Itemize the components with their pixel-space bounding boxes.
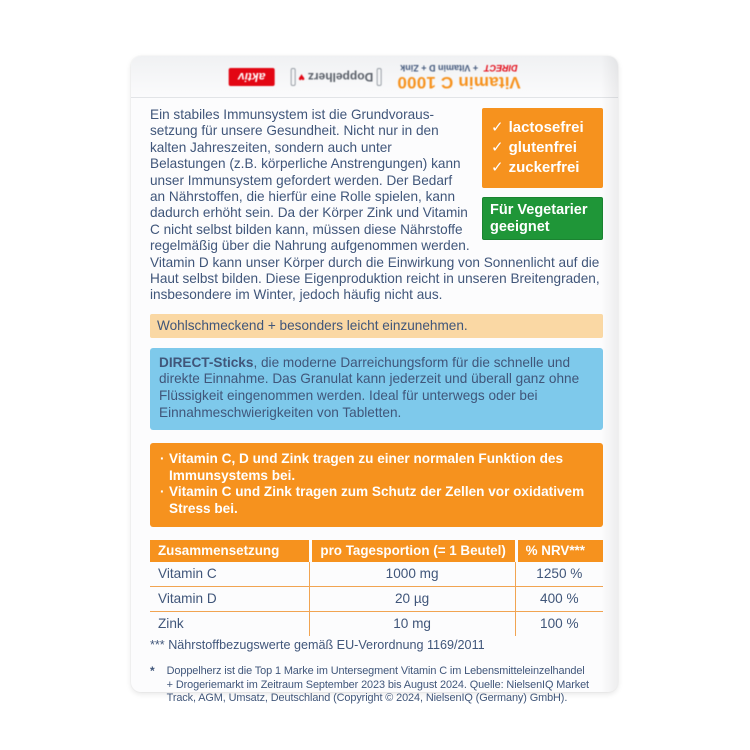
claim-item: · Vitamin C, D und Zink tragen zu einer normalen Funktion des Immunsystems bei.: [159, 451, 593, 484]
product-title-block: [397, 63, 520, 91]
badge-glutenfrei: [491, 138, 595, 158]
table-row: [150, 562, 603, 587]
table-row: [150, 612, 603, 636]
logo-bracket-left-icon: [376, 68, 381, 86]
free-from-badge: [482, 108, 603, 188]
vegetarian-badge: Für Vegetarier geeignet: [482, 197, 603, 240]
product-package-back: [131, 56, 618, 705]
table-header-row: [150, 540, 603, 562]
nutrient-amount: 20 µg: [309, 587, 515, 612]
logo-bracket-right-icon: [290, 68, 295, 86]
badge-lactosefrei: [491, 118, 595, 138]
legal-footnote: [150, 665, 603, 706]
product-name: Vitamin C 1000: [396, 72, 521, 92]
aktiv-badge: aktiv: [229, 68, 274, 86]
nutrient-nrv: 100 %: [515, 612, 603, 636]
direct-sticks-text: , die moderne Darreichungsform für die schnelle und direkte Einnahme. Das Granulat kann jederzeit und überall ganz ohne Flüssigkeit eingenommen werden. Ideal für unterwegs oder bei Einnahmeschwierigkeiten von Tabletten.: [159, 354, 580, 420]
direct-sticks-lead: DIRECT-Sticks: [159, 354, 254, 370]
product-subtitle-row: [400, 63, 517, 72]
check-icon: ✓: [491, 159, 504, 176]
footnote-marker: *: [150, 664, 155, 679]
nutrition-table: [150, 540, 603, 636]
doppelherz-logo: [290, 68, 381, 86]
back-panel-content: [131, 98, 618, 706]
nutrient-name: Zink: [158, 616, 184, 632]
footnote-text: Doppelherz ist die Top 1 Marke im Untersegment Vitamin C im Lebensmitteleinzelhandel + Drogeriemarkt im Zeitraum September 2023 bis August 2024. Quelle: NielsenIQ Market Track, AGM, Umsatz, Deutschland (Copyright © 2024, NielsenIQ (Germany) GmbH).: [166, 665, 589, 705]
nutrient-name: Vitamin C: [150, 562, 309, 587]
badge-label: glutenfrei: [508, 139, 577, 156]
badge-zuckerfrei: [491, 158, 595, 178]
nutrient-nrv: 1250 %: [515, 562, 603, 587]
health-claims-box: [150, 443, 603, 526]
table-row: [150, 587, 603, 612]
claim-item: · Vitamin C und Zink tragen zum Schutz der Zellen vor oxidativem Stress bei.: [159, 484, 593, 517]
brand-name: Doppelherz: [307, 69, 373, 84]
nutrient-nrv: 400 %: [515, 587, 603, 612]
taste-highlight-strip: Wohlschmeckend + besonders leicht einzunehmen.: [150, 314, 603, 338]
heart-icon: ♥: [298, 71, 305, 83]
plus-vitamins-label: + Vitamin D + Zink: [399, 62, 478, 73]
badge-column: [482, 108, 603, 240]
badge-label: zuckerfrei: [508, 159, 580, 176]
header-nrv: % NRV***: [515, 540, 603, 562]
nutrient-amount: 10 mg: [309, 612, 515, 636]
table-footnote: *** Nährstoffbezugswerte gemäß EU-Verordnung 1169/2011: [150, 638, 485, 653]
direct-label: DIRECT: [483, 62, 518, 73]
flipped-brand-group: [229, 63, 521, 91]
check-icon: ✓: [491, 139, 504, 156]
header-tagesportion: pro Tagesportion (= 1 Beutel): [309, 540, 515, 562]
package-top-flap: [131, 56, 618, 98]
header-zusammensetzung: Zusammensetzung: [150, 540, 309, 562]
intro-paragraph: Ein stabiles Immunsystem ist die Grundvoraussetzung für unsere Gesundheit. Nicht nur in den kalten Jahreszeiten, sondern auch unter Belastungen (z.B. körperliche Anstrengungen) kann unser Immunsystem gefordert werden. Der Bedarf an Nährstoffen, die hierfür eine Rolle spielen, kann dadurch erhöht sein. Da der Körper Zink und Vitamin C nicht selbst bilden kann, müssen diese Nährstoffe regelmäßig über die Nahrung aufgenommen werden. Vitamin D kann unser Körper durch die Einwirkung von Sonnenlicht auf die Haut selbst bilden. Diese Eigenproduktion reicht in unseren Breitengraden, insbesondere im Winter, jedoch häufig nicht aus.: [150, 107, 600, 303]
badge-label: lactosefrei: [508, 119, 584, 136]
direct-sticks-info-box: [150, 348, 603, 430]
nutrient-amount: 1000 mg: [309, 562, 515, 587]
check-icon: ✓: [491, 119, 504, 136]
nutrient-name: Vitamin D: [150, 587, 309, 612]
